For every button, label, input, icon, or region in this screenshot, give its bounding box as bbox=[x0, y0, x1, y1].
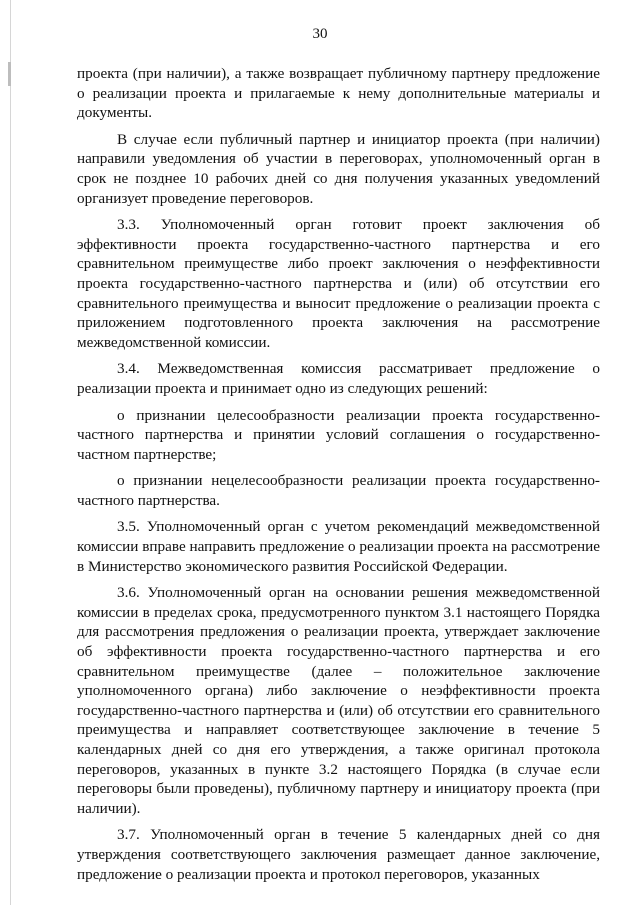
paragraph-negotiations: В случае если публичный партнер и инициатор проекта (при наличии) направили уведомления об участии в переговорах, уполномоченный орган в срок не позднее 10 рабочих дней со дня получения указанных уведомлений организует проведение переговоров. bbox=[77, 130, 600, 207]
paragraph-3-3: 3.3. Уполномоченный орган готовит проект заключения об эффективности проекта государственно-частного партнерства и его сравнительном преимуществе либо проект заключения о неэффективности проекта государственно-частного партнерства и (или) об отсутствии его сравнительного преимущества и выносит предложение о реализации проекта с приложением подготовленного проекта заключения на рассмотрение межведомственной комиссии. bbox=[77, 216, 600, 351]
paragraph-decision-inexpedient: о признании нецелесообразности реализации проекта государственно-частного партнерства. bbox=[77, 472, 600, 509]
paragraph-3-5: 3.5. Уполномоченный орган с учетом рекомендаций межведомственной комиссии вправе направить предложение о реализации проекта на рассмотрение в Министерство экономического развития Российской Федерации. bbox=[77, 518, 600, 575]
paragraph-continuation: проекта (при наличии), а также возвращает публичному партнеру предложение о реализации проекта и прилагаемые к нему дополнительные материалы и документы. bbox=[77, 65, 600, 122]
paragraph-3-6: 3.6. Уполномоченный орган на основании решения межведомственной комиссии в пределах срока, предусмотренного пунктом 3.1 настоящего Порядка для рассмотрения предложения о реализации проекта, утверждает заключение об эффективности проекта государственно-частного партнерства и его сравнительном преимуществе (далее – положительное заключение уполномоченного органа) либо заключение о неэффективности проекта государственно-частного партнерства и (или) об отсутствии его сравнительного преимущества и направляет соответствующее заключение в течение 5 календарных дней со дня его утверждения, а также оригинал протокола переговоров, указанных в пункте 3.2 настоящего Порядка (в случае если переговоры были проведены), публичному партнеру и инициатору проекта (при наличии). bbox=[77, 584, 600, 817]
scan-edge-mark bbox=[8, 62, 11, 86]
page-number: 30 bbox=[312, 26, 328, 42]
document-body bbox=[77, 64, 600, 884]
paragraph-3-7: 3.7. Уполномоченный орган в течение 5 календарных дней со дня утверждения соответствующего заключения размещает данное заключение, предложение о реализации проекта и протокол переговоров, указанных bbox=[77, 826, 600, 883]
scan-edge-line bbox=[10, 0, 11, 905]
paragraph-3-4: 3.4. Межведомственная комиссия рассматривает предложение о реализации проекта и принимает одно из следующих решений: bbox=[77, 360, 600, 397]
paragraph-decision-expedient: о признании целесообразности реализации проекта государственно-частного партнерства и принятии условий соглашения о государственно-частном партнерстве; bbox=[77, 406, 600, 463]
